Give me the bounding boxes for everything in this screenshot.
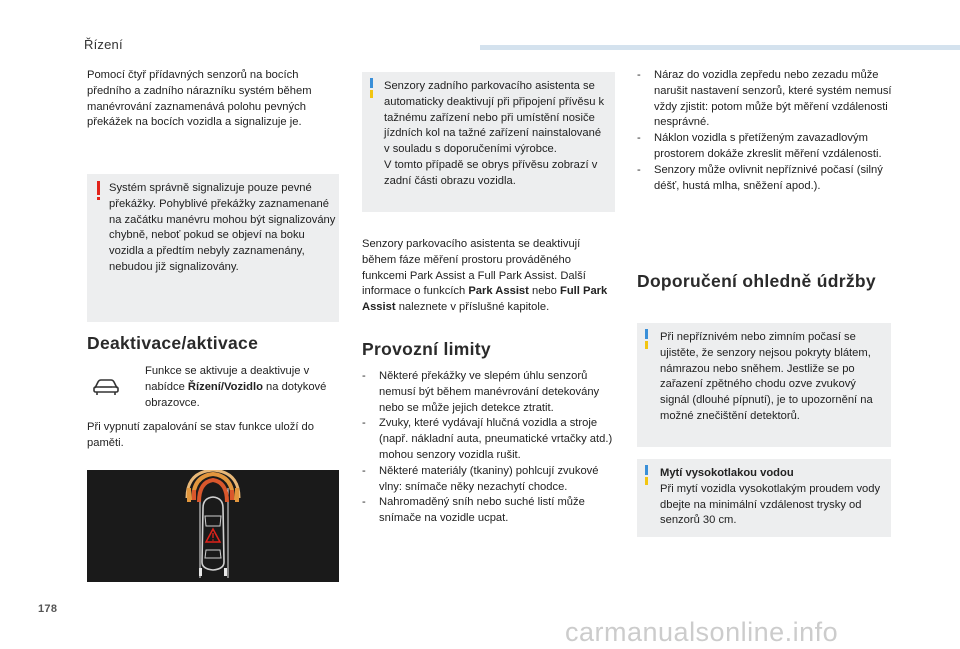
info-icon [370,78,374,98]
limits-list [362,369,617,527]
header-bar [480,45,960,50]
washing-box-content [660,466,884,529]
heading-deactivation: Deaktivace/aktivace [87,333,259,353]
warning-text: Systém správně signalizuje pouze pevné překážky. Pohyblivé překážky zaznamenané na začátku manévru mohou být signalizovány chybně, neboť pokud se objeví na boku vozidla a předtím nebyly zaznamenány, nebudou již signalizovány. [109,182,336,273]
list-item: - Nahromaděný sníh nebo suché listí může snímače na vozidle ucpat. [362,495,617,527]
info-box-trailer [362,72,615,212]
intro-text: Pomocí čtyř přídavných senzorů na bocích předního a zadního nárazníku systém během manévrování zaznamenává polohu pevných překážek na bocích vozidla a signalizuje je. [87,69,312,129]
list-item: - Některé materiály (tkaniny) pohlcují zvukové vlny: snímače něky nezachytí chodce. [362,464,617,496]
list-item: - Náraz do vozidla zepředu nebo zezadu může narušit nastavení senzorů, které systém nemusí vždy zjistit: potom může být měření vzdálenosti nesprávné. [637,68,892,131]
limits-list-cont [637,68,892,194]
warning-box [87,174,339,322]
info-icon [645,465,649,485]
warning-icon [96,181,101,201]
watermark: carmanualsonline.info [565,617,839,647]
function-text: Funkce se aktivuje a deaktivuje v nabídce Řízení/Vozidlo na dotykové obrazovce. [145,365,327,409]
memory-text: Při vypnutí zapalování se stav funkce uloží do paměti. [87,421,314,449]
washing-title: Mytí vysokotlakou vodou [660,467,794,479]
list-item: - Náklon vozidla s přetíženým zavazadlovým prostorem dokáže zkreslit měření vzdálenosti. [637,131,892,163]
parking-sensor-display [87,470,339,582]
winter-text: Při nepříznivém nebo zimním počasí se ujistěte, že senzory nejsou pokryty blátem, námrazou nebo sněhem. Jestliže se po zařazení zpětného chodu ozve zvukový signál (dlouhé pípnutí), je to upozornění na možné znečištění detektorů. [660,331,873,422]
info-icon [645,329,649,349]
section-title: Řízení [84,37,123,52]
page-number: 178 [38,603,58,615]
info-box-winter [637,323,891,447]
info-box-washing [637,459,891,537]
list-item: - Některé překážky ve slepém úhlu senzorů nemusí být během manévrování detekovány nebo se může jejich detekce ztratit. [362,369,617,416]
car-icon [91,376,121,396]
washing-text: Při mytí vozidla vysokotlakým proudem vody dbejte na minimální vzdálenost trysky od senzorů 30 cm. [660,482,881,527]
list-item: - Zvuky, které vydávají hlučná vozidla a stroje (např. nákladní auta, pneumatické vrtačky atd.) mohou senzory vozidla rušit. [362,416,617,463]
list-item: - Senzory může ovlivnit nepříznivé počasí (silný déšť, hustá mlha, sněžení apod.). [637,163,892,195]
park-assist-text: Senzory parkovacího asistenta se deaktivují během fáze měření prostoru prováděného funkcemi Park Assist a Full Park Assist. Další informace o funkcích Park Assist nebo Full Park Assist naleznete v příslušné kapitole. [362,238,608,314]
heading-maintenance: Doporučení ohledně údržby [637,271,876,291]
info-box-text: Senzory zadního parkovacího asistenta se automaticky deaktivují při připojení přívěsu k tažnému zařízení nebo při umístění nosiče jízdních kol na tažné zařízení nainstalované v souladu s doporučeními výrobce. V tomto případě se obrys přívěsu zobrazí v zadní části obrazu vozidla. [384,80,605,187]
heading-limits: Provozní limity [362,339,491,359]
